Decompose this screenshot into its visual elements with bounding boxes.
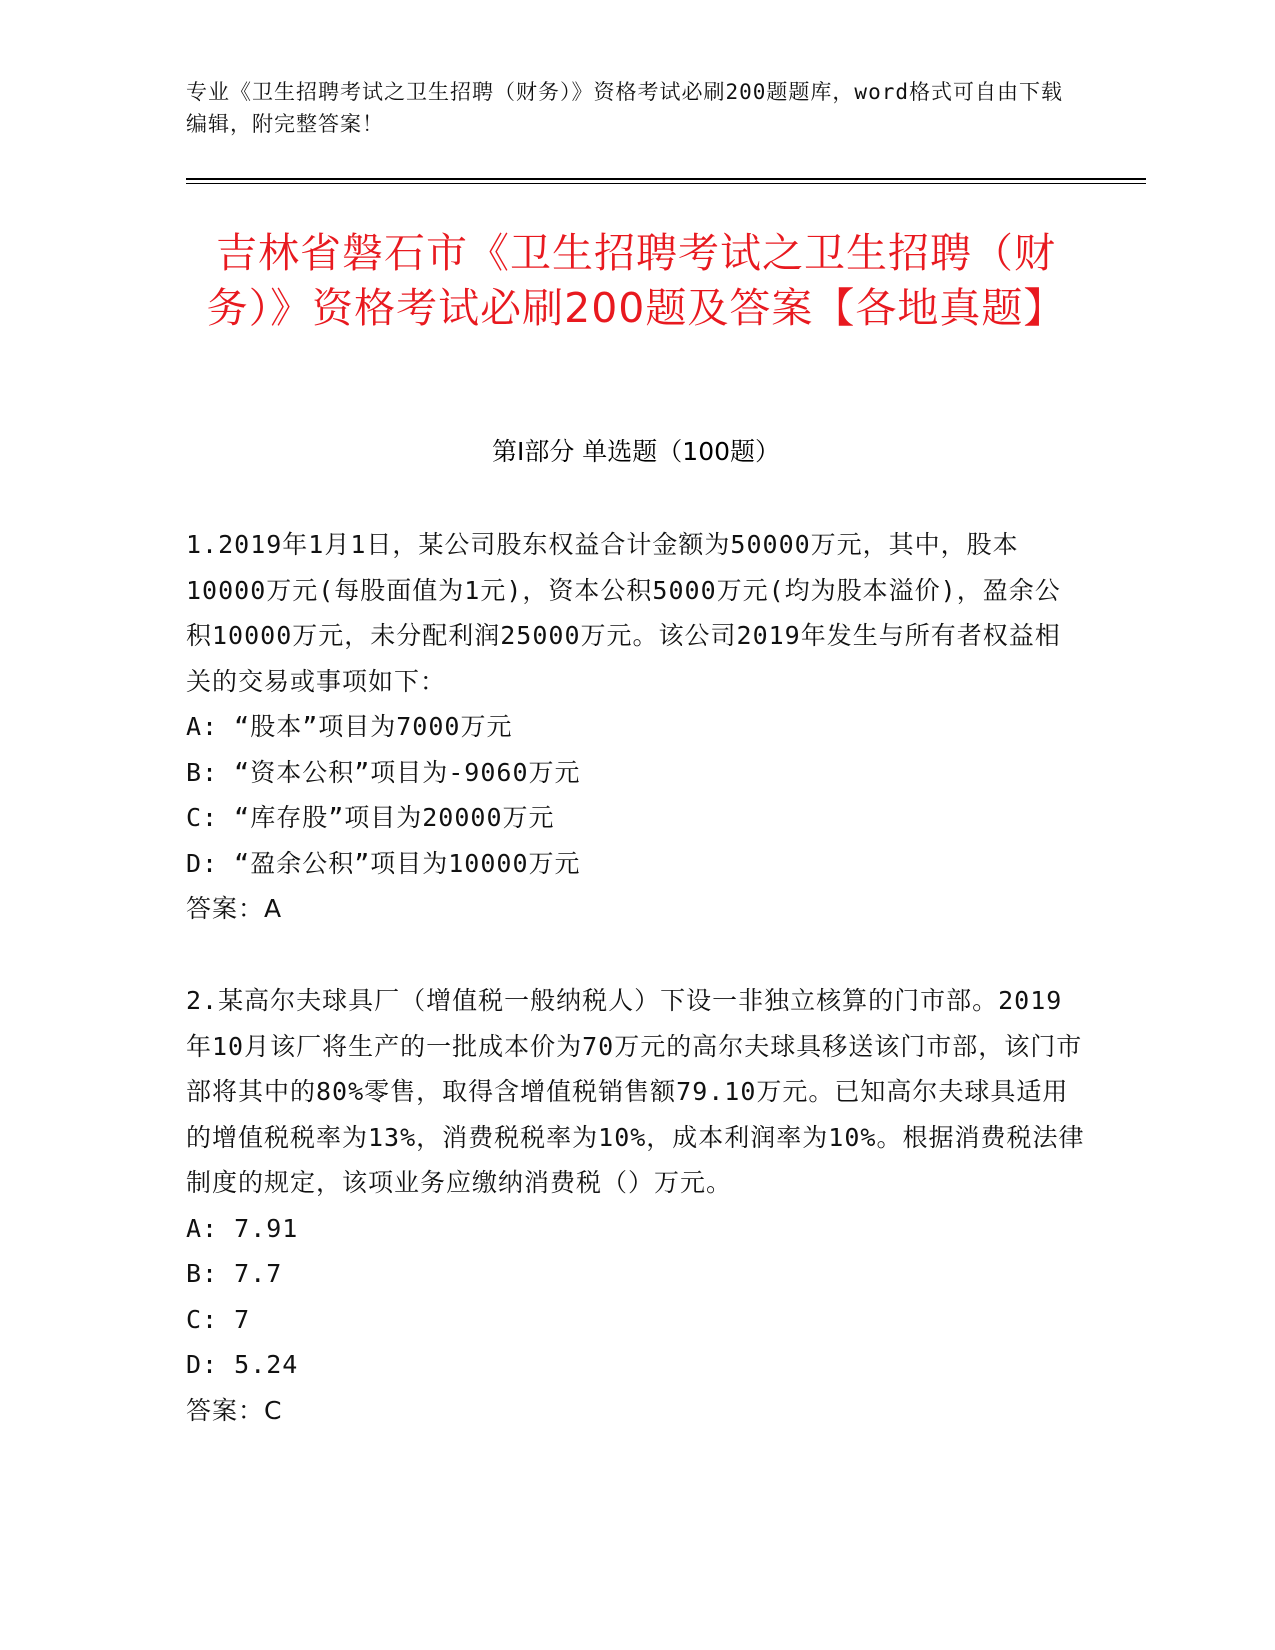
question-stem: 1.2019年1月1日，某公司股东权益合计金额为50000万元，其中，股本10000万元(每股面值为1元)，资本公积5000万元(均为股本溢价)，盈余公积10000万元，未分配利润25000万元。该公司2019年发生与所有者权益相关的交易或事项如下： (186, 530, 1061, 696)
option-c: C: “库存股”项目为20000万元 (186, 803, 555, 832)
question-1 (186, 522, 1086, 932)
document-title: 吉林省磐石市《卫生招聘考试之卫生招聘（财务）》资格考试必刷200题及答案【各地真题】 (206, 229, 1066, 332)
option-d: D: 5.24 (186, 1350, 299, 1379)
header-divider-thin (186, 183, 1146, 184)
answer-line: 答案：A (186, 894, 283, 923)
option-d: D: “盈余公积”项目为10000万元 (186, 848, 581, 878)
answer-line: 答案：C (186, 1395, 283, 1425)
section-title: 第Ⅰ部分 单选题（100题） (491, 437, 781, 466)
option-c: C: 7 (186, 1304, 251, 1334)
option-b: B: “资本公积”项目为-9060万元 (186, 757, 581, 787)
header-divider (186, 178, 1146, 180)
option-a: A: “股本”项目为7000万元 (186, 712, 513, 741)
question-2 (186, 978, 1086, 1433)
header-note: 专业《卫生招聘考试之卫生招聘（财务）》资格考试必刷200题题库，word格式可自由下载编辑，附完整答案！ (186, 80, 1063, 136)
question-stem: 2.某高尔夫球具厂（增值税一般纳税人）下设一非独立核算的门市部。2019年10月该厂将生产的一批成本价为70万元的高尔夫球具移送该门市部，该门市部将其中的80%零售，取得含增值税销售额79.10万元。已知高尔夫球具适用的增值税税率为13%，消费税税率为10%，成本利润率为10%。根据消费税法律制度的规定，该项业务应缴纳消费税（）万元。 (186, 986, 1085, 1197)
option-b: B: 7.7 (186, 1259, 283, 1288)
option-a: A: 7.91 (186, 1213, 299, 1243)
